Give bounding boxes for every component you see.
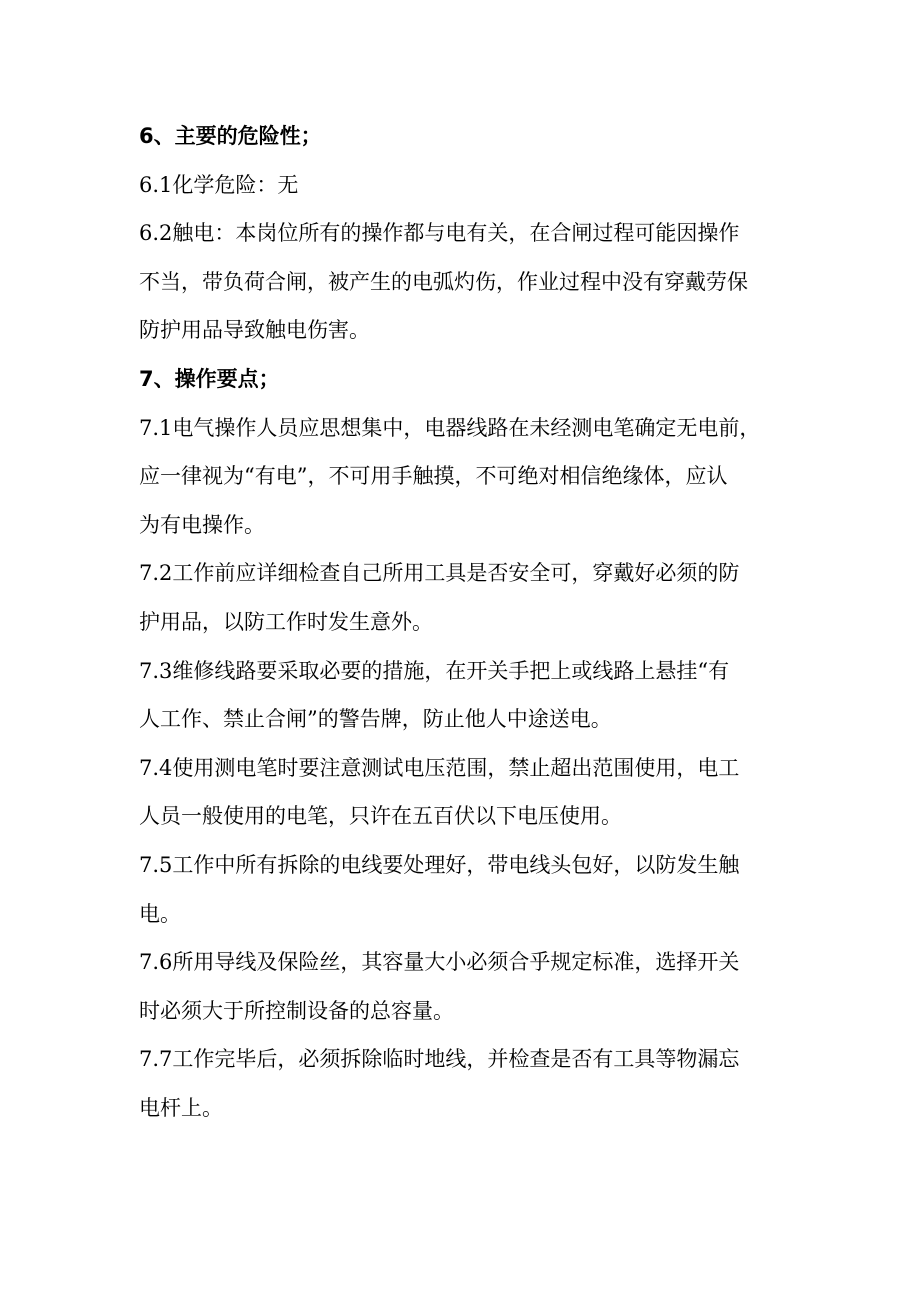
section-7-heading: 7、操作要点； [139,366,280,391]
item-7-7: 7.7工作完毕后，必须拆除临时地线，并检查是否有工具等物漏忘 电杆上。 [139,1047,740,1120]
item-7-5: 7.5工作中所有拆除的电线要处理好，带电线头包好，以防发生触 电。 [139,852,740,926]
item-7-2: 7.2工作前应详细检查自己所用工具是否安全可，穿戴好必须的防 护用品，以防工作时发生意外。 [139,561,740,634]
item-7-6: 7.6所用导线及保险丝，其容量大小必须合乎规定标准，选择开关 时必须大于所控制设备的总容量。 [139,950,740,1023]
item-6-1: 6.1化学危险：无 [139,172,299,197]
document-body [139,112,779,1132]
item-7-1: 7.1电气操作人员应思想集中，电器线路在未经测电笔确定无电前， 应一律视为“有电”，不可用手触摸，不可绝对相信绝缘体，应认 为有电操作。 [139,415,761,537]
item-7-3: 7.3维修线路要采取必要的措施，在开关手把上或线路上悬挂“有 人工作、禁止合闸”的警告牌，防止他人中途送电。 [139,658,730,732]
section-6-heading: 6、主要的危险性； [139,124,322,148]
item-6-2: 6.2触电：本岗位所有的操作都与电有关，在合闸过程可能因操作 不当，带负荷合闸，被产生的电弧灼伤，作业过程中没有穿戴劳保 防护用品导致触电伤害。 [139,221,748,343]
item-7-4: 7.4使用测电笔时要注意测试电压范围，禁止超出范围使用，电工 人员一般使用的电笔，只许在五百伏以下电压使用。 [139,755,740,829]
